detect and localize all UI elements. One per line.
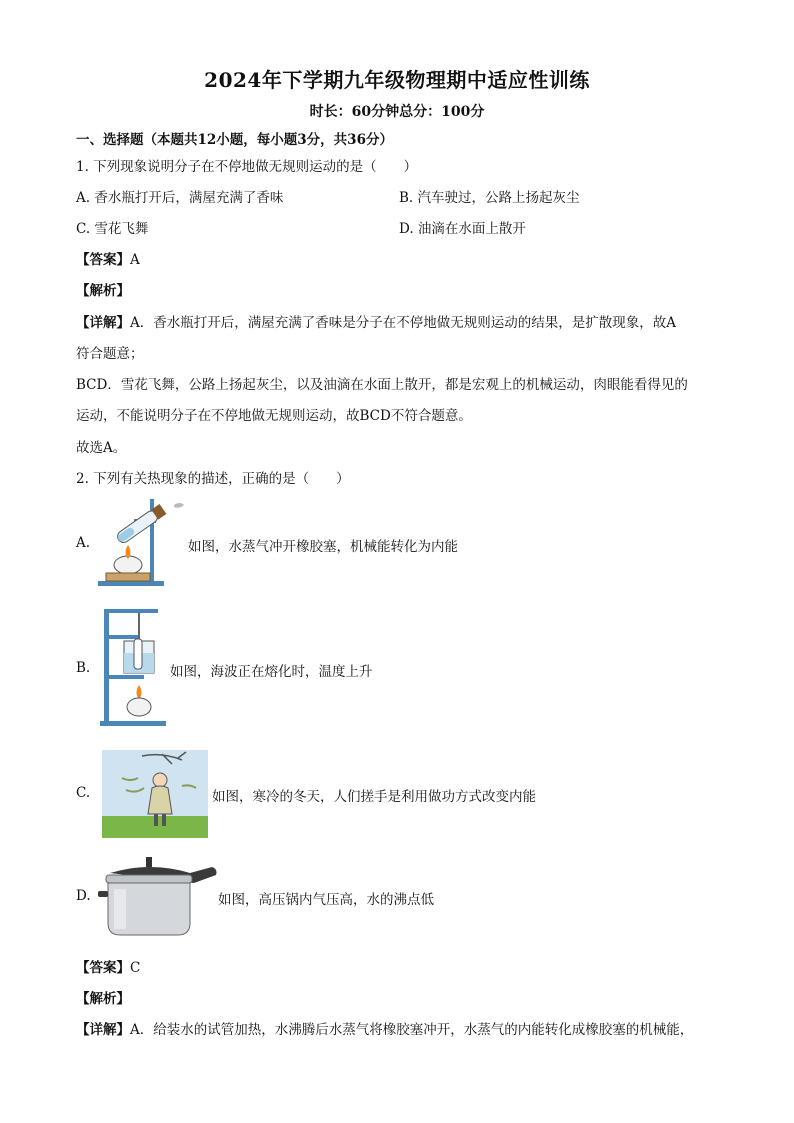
q2-option-d-letter: D. [76,888,91,904]
q1-conclusion: 故选A。 [76,440,127,456]
q1-analysis-label: 【解析】 [76,283,130,299]
detail-label: 【详解】 [76,1022,130,1038]
q1-detail-line-1 [76,311,676,331]
q2-option-c: 如图，寒冷的冬天，人们搓手是利用做功方式改变内能 [212,789,536,805]
detail-text: A．给装水的试管加热，水沸腾后水蒸气将橡胶塞冲开，水蒸气的内能转化成橡胶塞的机械能， [130,1022,694,1038]
page-title: 2024年下学期九年级物理期中适应性训练 [204,68,590,92]
detail-label: 【详解】 [76,315,130,331]
answer-value: A [130,252,140,268]
q2-option-b-letter: B. [76,660,91,676]
q2-detail-line-1 [76,1018,693,1038]
q2-option-b: 如图，海波正在熔化时，温度上升 [170,664,373,680]
q1-option-a: A. 香水瓶打开后，满屋充满了香味 [76,190,284,206]
q2-option-c-letter: C. [76,785,91,801]
winter-hand-rubbing-figure [102,750,208,838]
test-tube-steam-figure [92,495,188,591]
answer-label: 【答案】 [76,960,130,976]
detail-text: A．香水瓶打开后，满屋充满了香味是分子在不停地做无规则运动的结果，是扩散现象，故A [130,315,676,331]
section-heading: 一、选择题（本题共12小题，每小题3分，共36分） [76,132,393,148]
q1-detail-line-3: BCD．雪花飞舞，公路上扬起灰尘，以及油滴在水面上散开，都是宏观上的机械运动，肉眼能看得见的 [76,377,688,393]
q1-option-d: D. 油滴在水面上散开 [399,221,526,237]
q1-answer [76,248,140,268]
q1-option-b: B. 汽车驶过，公路上扬起灰尘 [399,190,580,206]
q2-option-a-letter: A. [76,535,91,551]
page-subtitle: 时长：60分钟总分：100分 [309,104,485,120]
q1-stem: 1. 下列现象说明分子在不停地做无规则运动的是（ ） [76,159,418,175]
q1-detail-line-4: 运动，不能说明分子在不停地做无规则运动，故BCD不符合题意。 [76,408,472,424]
pressure-cooker-figure [96,855,218,939]
answer-label: 【答案】 [76,252,130,268]
q2-answer [76,956,140,976]
q2-option-a: 如图，水蒸气冲开橡胶塞，机械能转化为内能 [188,539,458,555]
melting-apparatus-figure [98,605,168,729]
q1-option-c: C. 雪花飞舞 [76,221,149,237]
q1-detail-line-2: 符合题意； [76,346,144,362]
q2-stem: 2. 下列有关热现象的描述，正确的是（ ） [76,471,350,487]
q2-analysis-label: 【解析】 [76,991,130,1007]
answer-value: C [130,960,141,976]
q2-option-d: 如图，高压锅内气压高，水的沸点低 [218,892,434,908]
